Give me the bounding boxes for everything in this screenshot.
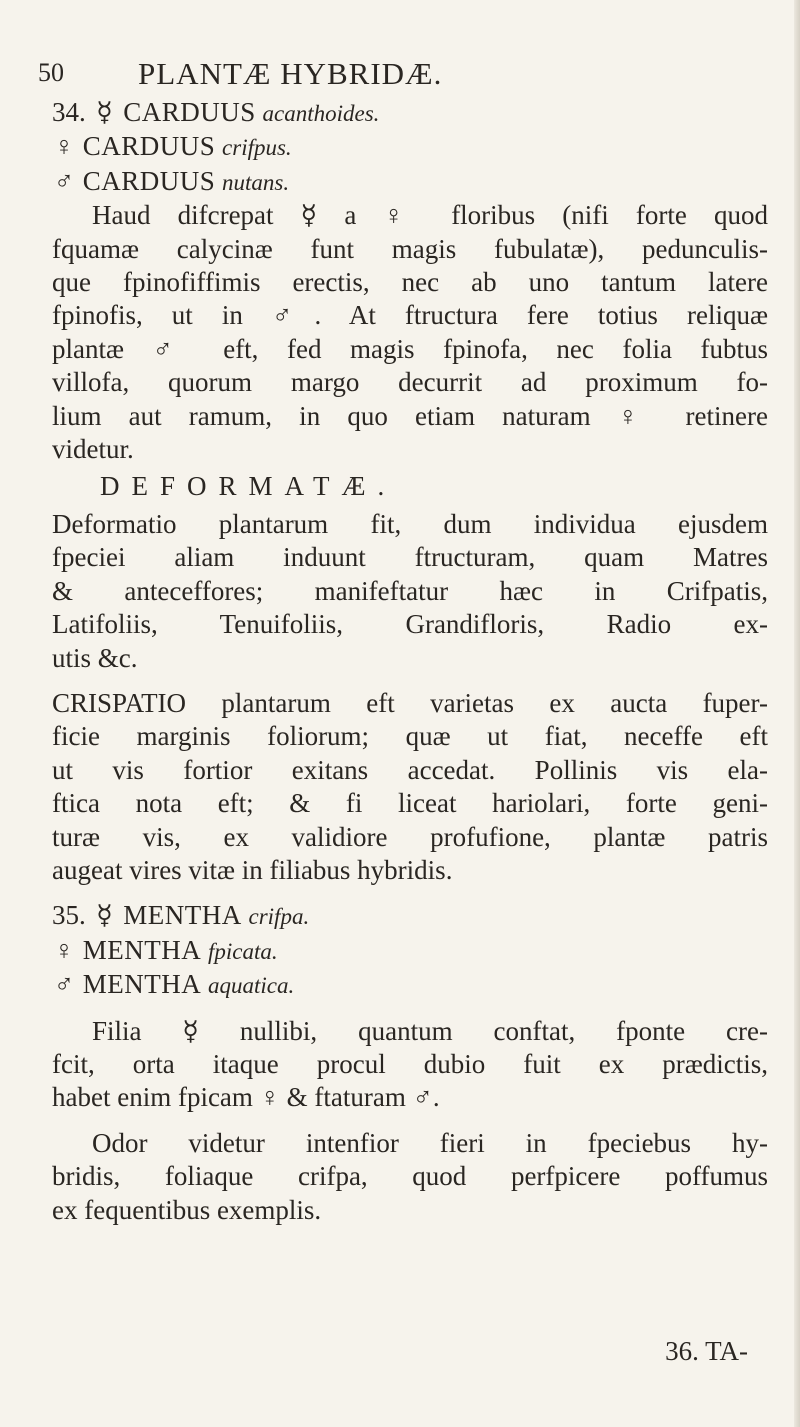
species-name: fpicata. xyxy=(208,938,278,964)
text-line: villofa, quorum margo decurrit ad proximum fo- xyxy=(52,367,768,398)
section-heading: DEFORMATÆ. xyxy=(100,471,397,502)
species-name: nutans. xyxy=(222,169,290,195)
text-line: ex fequentibus exemplis. xyxy=(52,1194,322,1225)
text-line: & anteceffores; manifeftatur hæc in Crifpatis, xyxy=(52,575,768,606)
text-line: fpeciei aliam induunt ftructuram, quam Matres xyxy=(52,542,768,573)
text-line: fquamæ calycinæ funt magis fubulatæ), pedunculis- xyxy=(52,233,768,264)
genus-name: MENTHA xyxy=(82,934,202,965)
entry-34-item xyxy=(52,130,768,164)
text-line: ftica nota eft; & fi liceat hariolari, forte geni- xyxy=(52,788,768,819)
hermaphrodite-symbol: ☿ xyxy=(96,900,113,931)
female-symbol: ♀ xyxy=(53,934,75,965)
text-line: habet enim fpicam ♀ & ftaturam ♂. xyxy=(52,1082,440,1113)
text-line: bridis, foliaque crifpa, quod perfpicere poffumus xyxy=(52,1161,768,1192)
genus-name: CARDUUS xyxy=(123,97,256,127)
text-line: videtur. xyxy=(52,434,134,465)
entry-35-item xyxy=(52,899,768,933)
entry-34-item xyxy=(52,165,768,199)
text-line: lium aut ramum, in quo etiam naturam ♀ retinere xyxy=(52,400,768,431)
species-name: aquatica. xyxy=(208,973,295,999)
text-line: Haud difcrepat ☿ a ♀ floribus (nifi forte quod xyxy=(92,200,768,231)
text-line: utis &c. xyxy=(52,642,138,673)
species-name: acanthoides. xyxy=(262,101,380,126)
entry-35-item xyxy=(52,934,768,968)
entry-35-paragraph-cont xyxy=(52,1048,768,1115)
text-line: fcit, orta itaque procul dubio fuit ex prædictis, xyxy=(52,1048,768,1079)
text-line: ut vis fortior exitans accedat. Pollinis vis ela- xyxy=(52,754,768,785)
entry-35-item xyxy=(52,968,768,1002)
genus-name: MENTHA xyxy=(82,969,202,1000)
text-line: augeat vires vitæ in filiabus hybridis. xyxy=(52,854,453,885)
odor-paragraph-cont xyxy=(52,1160,768,1227)
text-line: Odor videtur intenfior fieri in fpeciebus hy- xyxy=(92,1127,768,1158)
text-line: Latifoliis, Tenuifoliis, Grandifloris, Radio ex- xyxy=(52,609,768,640)
entry-number: 34. xyxy=(52,97,86,127)
female-symbol: ♀ xyxy=(53,131,75,162)
text-line: plantæ ♂ eft, fed magis fpinofa, nec folia fubtus xyxy=(52,333,768,364)
page-number: 50 xyxy=(38,58,64,87)
male-symbol: ♂ xyxy=(53,165,75,196)
text-line: que fpinofiffimis erectis, nec ab uno tantum latere xyxy=(52,267,768,298)
deformatio-paragraph xyxy=(52,508,768,675)
entry-34-paragraph xyxy=(52,199,768,232)
text-line: ficie marginis foliorum; quæ ut fiat, neceffe eft xyxy=(52,721,768,752)
male-symbol: ♂ xyxy=(53,969,75,1000)
page-edge xyxy=(794,0,800,1427)
text-line: fpinofis, ut in ♂. At ftructura fere totius reliquæ xyxy=(52,300,768,331)
entry-34-paragraph-cont xyxy=(52,233,768,467)
genus-name: CARDUUS xyxy=(82,131,216,162)
crispatio-paragraph xyxy=(52,687,768,887)
entry-number: 35. xyxy=(52,900,86,931)
entry-34-item xyxy=(52,96,768,130)
entry-34-list xyxy=(52,96,768,199)
text-line: Deformatio plantarum fit, dum individua ejusdem xyxy=(52,508,768,539)
text-line: Filia ☿ nullibi, quantum conftat, fponte cre- xyxy=(92,1015,768,1046)
odor-paragraph xyxy=(52,1127,768,1160)
species-name: crifpus. xyxy=(222,135,292,161)
genus-name: MENTHA xyxy=(123,900,242,931)
page-header xyxy=(38,58,758,98)
text-line: turæ vis, ex validiore profufione, plantæ patris xyxy=(52,821,768,852)
species-name: crifpa. xyxy=(248,904,310,930)
text-line: CRISPATIO plantarum eft varietas ex aucta fuper- xyxy=(52,687,768,718)
entry-35-list xyxy=(52,899,768,1002)
entry-35-paragraph xyxy=(52,1015,768,1048)
catchword: 36. TA- xyxy=(665,1336,748,1366)
genus-name: CARDUUS xyxy=(82,165,216,196)
running-title: PLANTÆ HYBRIDÆ. xyxy=(138,56,443,91)
page-body xyxy=(52,96,768,1227)
hermaphrodite-symbol: ☿ xyxy=(96,97,113,127)
